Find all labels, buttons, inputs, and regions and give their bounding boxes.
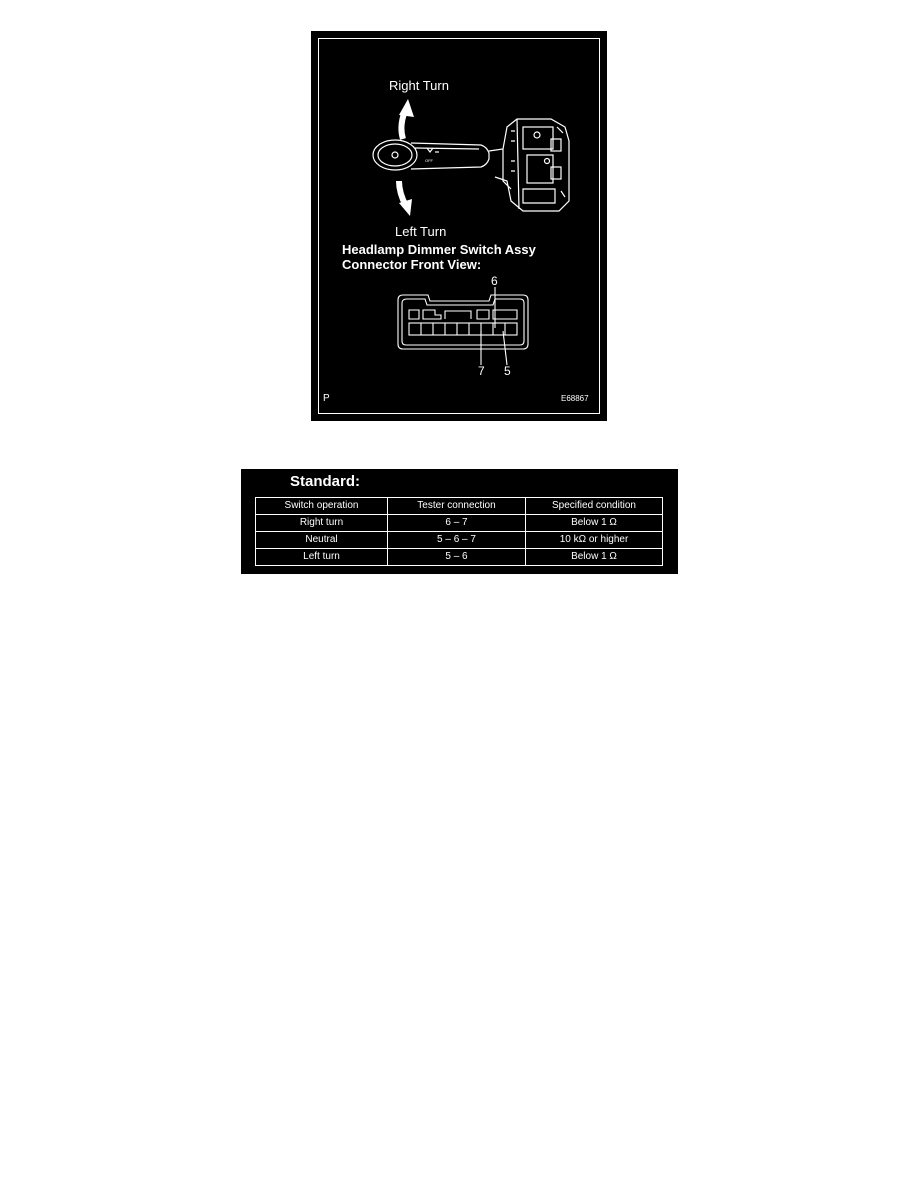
connector-title-line1: Headlamp Dimmer Switch Assy [342, 242, 536, 257]
table-row [256, 549, 663, 566]
table-row [256, 532, 663, 549]
standard-title: Standard: [290, 473, 361, 490]
tester-connection-cell: 5 – 6 – 7 [388, 532, 526, 549]
header-switch-operation: Switch operation [256, 498, 388, 515]
wiring-figure [311, 31, 607, 421]
standard-table [255, 497, 663, 566]
header-specified-condition: Specified condition [526, 498, 663, 515]
corner-p-label: P [323, 393, 330, 404]
switch-lever [373, 140, 489, 170]
specified-condition-cell: Below 1 Ω [526, 549, 663, 566]
connector-front-view [398, 287, 528, 365]
switch-operation-cell: Left turn [256, 549, 388, 566]
connector-title-line2: Connector Front View: [342, 257, 482, 272]
table-header-row [256, 498, 663, 515]
left-turn-label: Left Turn [395, 224, 447, 239]
right-turn-arrow [399, 99, 414, 139]
switch-operation-cell: Right turn [256, 515, 388, 532]
svg-text:OFF: OFF [425, 158, 433, 163]
tester-connection-cell: 6 – 7 [388, 515, 526, 532]
switch-illustration [311, 31, 607, 421]
pin-5-label: 5 [504, 364, 511, 378]
left-turn-arrow [399, 181, 412, 216]
standard-panel [241, 469, 678, 574]
specified-condition-cell: 10 kΩ or higher [526, 532, 663, 549]
switch-operation-cell: Neutral [256, 532, 388, 549]
figure-code-label: E68867 [561, 394, 589, 403]
header-tester-connection: Tester connection [388, 498, 526, 515]
table-row [256, 515, 663, 532]
right-turn-label: Right Turn [389, 78, 449, 93]
pin-6-label: 6 [491, 274, 498, 288]
specified-condition-cell: Below 1 Ω [526, 515, 663, 532]
tester-connection-cell: 5 – 6 [388, 549, 526, 566]
switch-body [489, 119, 569, 211]
pin-7-label: 7 [478, 364, 485, 378]
